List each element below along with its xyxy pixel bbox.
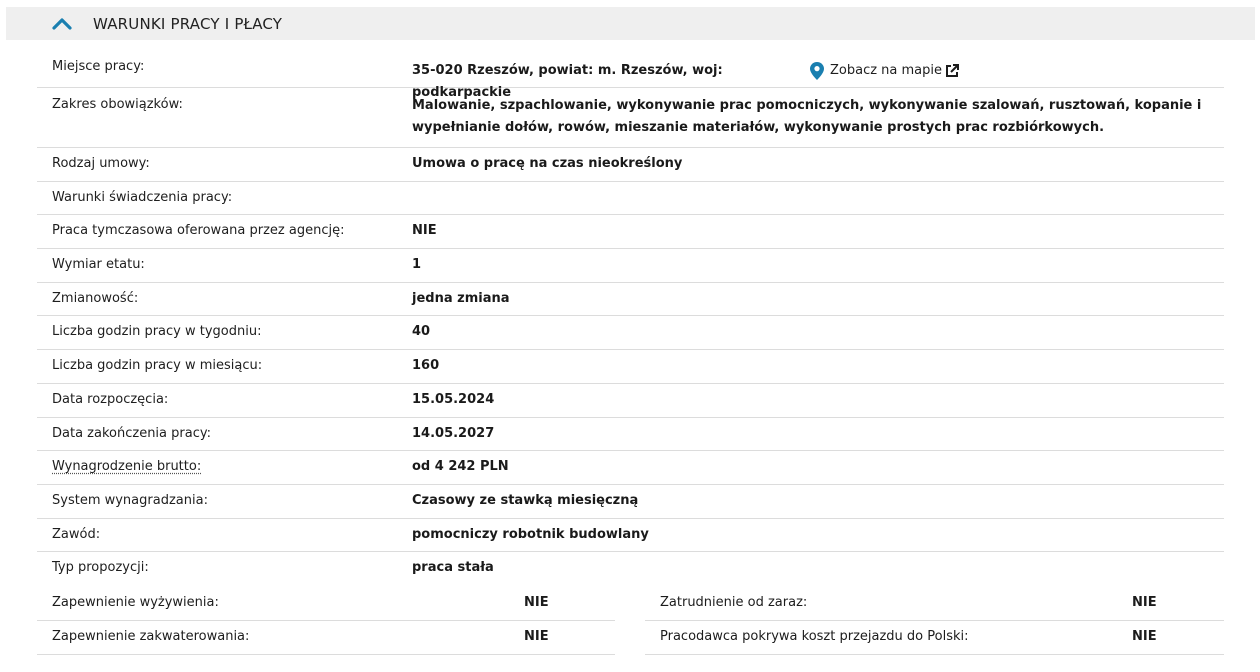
external-link-icon: [945, 64, 959, 78]
row-value: od 4 242 PLN: [412, 459, 509, 475]
row-zapewnienie-wyzywienia: [37, 587, 615, 621]
row-label: Typ propozycji:: [52, 560, 149, 576]
row-value: 160: [412, 358, 440, 374]
row-label: Liczba godzin pracy w miesiącu:: [52, 358, 263, 374]
row-value: Czasowy ze stawką miesięczną: [412, 492, 639, 508]
row-value: 40: [412, 324, 431, 340]
row-value: NIE: [524, 629, 549, 644]
row-label: Rodzaj umowy:: [52, 156, 150, 171]
row-praca-tymczasowa: [37, 215, 1224, 249]
row-label: Zapewnienie wyżywienia:: [52, 595, 219, 610]
row-godziny-miesiac: [37, 350, 1224, 384]
row-rodzaj-umowy: [37, 148, 1224, 182]
row-value: Umowa o pracę na czas nieokreślony: [412, 156, 683, 171]
row-value: praca stała: [412, 560, 494, 576]
row-value: NIE: [1132, 629, 1157, 644]
row-label: Data zakończenia pracy:: [52, 425, 211, 441]
row-value: NIE: [412, 223, 437, 239]
row-value: 1: [412, 257, 422, 273]
details-list: [37, 52, 1224, 586]
row-warunki-swiadczenia: [37, 182, 1224, 216]
row-miejsce-pracy: [37, 52, 1224, 100]
row-label: Zakres obowiązków:: [52, 97, 183, 112]
row-value: NIE: [524, 595, 549, 610]
row-data-rozpoczecia: [37, 384, 1224, 418]
row-label: Praca tymczasowa oferowana przez agencję:: [52, 223, 345, 239]
row-label: Wymiar etatu:: [52, 257, 145, 273]
map-link-label[interactable]: Zobacz na mapie: [830, 63, 943, 78]
map-link[interactable]: [810, 60, 959, 82]
row-wymiar-etatu: [37, 249, 1224, 283]
row-value: 15.05.2024: [412, 391, 495, 407]
row-label: Zmianowość:: [52, 290, 139, 306]
row-typ-propozycji: [37, 552, 1224, 586]
row-zakres-obowiazkow: [37, 88, 1224, 148]
row-koszt-przejazdu: [645, 621, 1224, 655]
section-header-toggle[interactable]: [6, 7, 1255, 40]
row-label: Liczba godzin pracy w tygodniu:: [52, 324, 262, 340]
row-label: Zawód:: [52, 526, 101, 542]
chevron-up-icon[interactable]: [51, 16, 73, 30]
row-value: 35-020 Rzeszów, powiat: m. Rzeszów, woj: podkarpackie: [412, 63, 723, 100]
row-zatrudnienie-od-zaraz: [645, 587, 1224, 621]
row-value: jedna zmiana: [412, 290, 510, 306]
row-label: Warunki świadczenia pracy:: [52, 189, 233, 205]
row-value: 14.05.2027: [412, 425, 495, 441]
row-zmianowosc: [37, 283, 1224, 317]
row-godziny-tydzien: [37, 316, 1224, 350]
row-system-wynagradzania: [37, 485, 1224, 519]
row-zawod: [37, 519, 1224, 553]
row-label: System wynagradzania:: [52, 492, 208, 508]
row-label: Miejsce pracy:: [52, 59, 145, 74]
row-value: pomocniczy robotnik budowlany: [412, 526, 649, 542]
wynagrodzenie-tooltip-label[interactable]: Wynagrodzenie brutto:: [52, 459, 202, 475]
row-value: NIE: [1132, 595, 1157, 610]
row-value: Malowanie, szpachlowanie, wykonywanie prac pomocniczych, wykonywanie szalowań, rusztowań, kopanie i wypełnianie dołów, rowów, mieszanie materiałów, wykonywanie prostych prac rozbiórkowych.: [412, 98, 1202, 135]
row-zapewnienie-zakwaterowania: [37, 621, 615, 655]
row-wynagrodzenie: [37, 451, 1224, 485]
map-pin-icon: [810, 62, 824, 80]
row-label: Pracodawca pokrywa koszt przejazdu do Polski:: [660, 629, 969, 644]
row-label: Zatrudnienie od zaraz:: [660, 595, 808, 610]
section-title: WARUNKI PRACY I PŁACY: [93, 15, 283, 33]
row-label: Data rozpoczęcia:: [52, 391, 169, 407]
row-data-zakonczenia: [37, 418, 1224, 452]
half-rows-grid: [37, 587, 1224, 655]
row-label: Zapewnienie zakwaterowania:: [52, 629, 250, 644]
